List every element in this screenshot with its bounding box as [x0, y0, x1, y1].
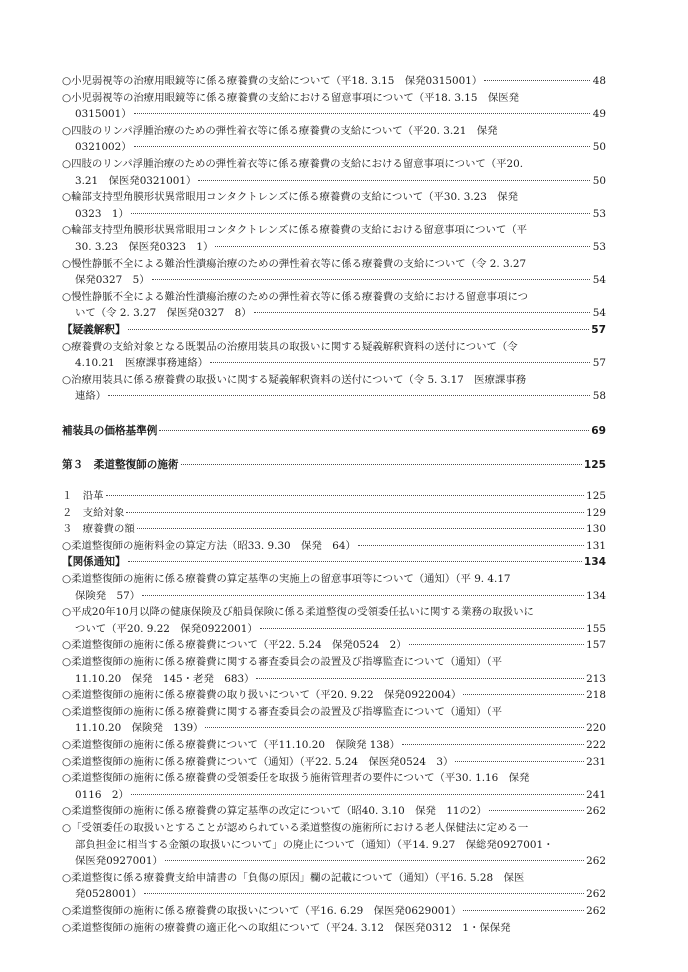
toc-entry-line — [62, 588, 606, 605]
toc-page-number: 48 — [592, 75, 606, 87]
toc-entry-line — [62, 886, 606, 903]
toc-entry-line — [62, 123, 606, 140]
toc-entry-line — [62, 571, 606, 588]
toc-entry-line — [62, 687, 606, 704]
toc-page-number: 54 — [592, 307, 606, 320]
dot-leader — [131, 794, 584, 795]
toc-entry-text: ○治療用装具に係る療養費の取扱いに関する疑義解釈資料の送付について（令 5. 3.17 医療課事務 — [62, 373, 527, 386]
toc-entry-line — [62, 90, 606, 107]
section-gap — [62, 474, 606, 488]
toc-entry-line — [62, 289, 606, 306]
toc-entry-line — [62, 754, 606, 771]
dot-leader — [256, 678, 584, 679]
toc-entry — [62, 687, 606, 704]
toc-entry — [62, 123, 606, 156]
toc-entry — [62, 256, 606, 289]
toc-entry-text: ○柔道整復師の施術に係る療養費の算定基準の実施上の留意事項等について（通知）（平 9. 4.17 — [62, 573, 511, 586]
toc-page-number: 155 — [586, 622, 606, 635]
toc-entry-text: 発0528001） — [75, 888, 143, 901]
toc-entry-line — [62, 538, 606, 555]
toc-entry-line — [62, 870, 606, 887]
toc-entry — [62, 339, 606, 372]
toc-entry — [62, 903, 606, 920]
toc-entry-line — [62, 388, 606, 405]
toc-entry-text: ○慢性静脈不全による難治性潰瘍治療のための弾性着衣等に係る療養費の支給について（令 2. 3.27 — [62, 257, 527, 270]
toc-entry-text: 0321002） — [75, 141, 132, 154]
toc-entry-text: 0315001） — [75, 108, 132, 121]
toc-page-number: 49 — [592, 108, 606, 121]
toc-entry-text: 補装具の価格基準例 — [62, 424, 158, 437]
toc-entry-text: ○柔道整復に係る療養費支給申請書の「負傷の原因」欄の記載について（通知）（平16. 5.28 保医 — [62, 871, 525, 884]
toc-entry-text: ○平成20年10月以降の健康保険及び船員保険に係る柔道整復の受領委任払いに関する業務の取扱いに — [62, 606, 534, 619]
table-of-contents — [62, 73, 606, 936]
toc-entry-text: ○柔道整復師の施術に係る療養費の受領委任を取扱う施術管理者の要件について（平30. 1.16 保発 — [62, 772, 530, 785]
toc-entry-text: 保険発 57） — [75, 589, 141, 602]
toc-entry-line — [62, 339, 606, 356]
dot-leader — [134, 146, 590, 147]
toc-page-number: 57 — [591, 323, 606, 336]
toc-entry — [62, 521, 606, 538]
toc-entry-line — [62, 720, 606, 737]
section-gap — [62, 439, 606, 457]
toc-entry-line — [62, 457, 606, 474]
toc-entry-line — [62, 604, 606, 621]
toc-entry-line — [62, 637, 606, 654]
toc-entry-line — [62, 305, 606, 322]
toc-entry-line — [62, 355, 606, 372]
toc-entry-text: ○柔道整復師の施術料金の算定方法（昭33. 9.30 保発 64） — [62, 539, 356, 552]
toc-page-number: 134 — [586, 589, 606, 602]
toc-page-number: 262 — [586, 888, 606, 901]
toc-entry-text: ○輪部支持型角膜形状異常眼用コンタクトレンズに係る療養費の支給における留意事項について（平 — [62, 224, 528, 237]
toc-entry-line — [62, 73, 606, 90]
toc-entry-line — [62, 206, 606, 223]
toc-entry-line — [62, 139, 606, 156]
toc-entry-text: 【関係通知】 — [62, 556, 126, 569]
toc-entry-line — [62, 521, 606, 538]
toc-page-number: 125 — [586, 490, 606, 503]
dot-leader — [484, 80, 590, 81]
toc-entry — [62, 538, 606, 555]
toc-entry-text: ○慢性静脈不全による難治性潰瘍治療のための弾性着衣等に係る療養費の支給における留意事項につ — [62, 290, 529, 303]
toc-section-heading — [62, 554, 606, 571]
toc-entry-line — [62, 256, 606, 273]
toc-entry — [62, 870, 606, 903]
toc-entry-text: 【疑義解釈】 — [62, 323, 126, 336]
toc-page-number: 231 — [586, 755, 606, 768]
toc-page-number: 131 — [586, 539, 606, 552]
toc-entry — [62, 156, 606, 189]
toc-entry-text: ○柔道整復師の施術に係る療養費について（平22. 5.24 保発0524 2） — [62, 639, 407, 652]
toc-entry — [62, 770, 606, 803]
toc-entry-text: 0116 2） — [75, 788, 129, 801]
toc-entry-line — [62, 189, 606, 206]
toc-entry-line — [62, 837, 606, 854]
toc-entry-text: ○柔道整復師の施術に係る療養費について（通知）（平22. 5.24 保医発0524 3） — [62, 755, 454, 768]
toc-entry-text: 11.10.20 保発 145・老発 683） — [75, 672, 255, 685]
toc-page-number: 50 — [592, 174, 606, 187]
toc-entry-text: ○四肢のリンパ浮腫治療のための弾性着衣等に係る療養費の支給における留意事項について（平20. — [62, 157, 524, 170]
dot-leader — [165, 860, 584, 861]
toc-entry-text: ○「受領委任の取扱いとすることが認められている柔道整復の施術所における老人保健法に定める一 — [62, 821, 529, 834]
toc-section-heading — [62, 322, 606, 339]
dot-leader — [463, 910, 584, 911]
toc-entry — [62, 820, 606, 870]
toc-entry-text: ３ 療養費の額 — [62, 523, 135, 536]
toc-entry — [62, 803, 606, 820]
dot-leader — [409, 644, 585, 645]
toc-entry-text: ついて（平20. 9.22 保発0922001） — [75, 622, 258, 635]
dot-leader — [106, 495, 585, 496]
dot-leader — [260, 628, 584, 629]
toc-section-heading — [62, 423, 606, 440]
toc-page-number: 241 — [586, 788, 606, 801]
toc-entry-text: 4.10.21 医療課事務連絡） — [75, 357, 209, 370]
toc-section-heading — [62, 457, 606, 474]
dot-leader — [205, 727, 584, 728]
toc-entry-line — [62, 173, 606, 190]
toc-entry — [62, 488, 606, 505]
toc-entry — [62, 289, 606, 322]
section-gap — [62, 405, 606, 423]
dot-leader — [137, 528, 584, 529]
toc-entry — [62, 189, 606, 222]
toc-entry — [62, 737, 606, 754]
toc-entry-line — [62, 554, 606, 571]
dot-leader — [126, 512, 584, 513]
toc-entry-line — [62, 903, 606, 920]
toc-entry-line — [62, 770, 606, 787]
toc-entry-text: 連絡） — [75, 390, 107, 403]
toc-page-number: 53 — [592, 240, 606, 253]
toc-entry-line — [62, 505, 606, 522]
dot-leader — [402, 744, 584, 745]
toc-page-number: 157 — [586, 639, 606, 652]
toc-entry-text: ○小児弱視等の治療用眼鏡等に係る療養費の支給について（平18. 3.15 保発0315001） — [62, 75, 483, 87]
dot-leader — [455, 761, 584, 762]
toc-entry-text: 第３ 柔道整復師の施術 — [62, 459, 179, 472]
toc-entry — [62, 604, 606, 637]
toc-entry-line — [62, 239, 606, 256]
dot-leader — [358, 545, 584, 546]
toc-page-number: 50 — [592, 141, 606, 154]
toc-entry-text: ○柔道整復師の施術に係る療養費の算定基準の改定について（昭40. 3.10 保発 11の2） — [62, 805, 487, 818]
toc-entry-text: ○柔道整復師の施術に係る療養費の取り扱いについて（平20. 9.22 保発0922004） — [62, 689, 462, 702]
toc-entry-line — [62, 803, 606, 820]
dot-leader — [210, 362, 590, 363]
toc-entry-line — [62, 272, 606, 289]
toc-entry-text: ○小児弱視等の治療用眼鏡等に係る療養費の支給における留意事項について（平18. 3.15 保医発 — [62, 91, 520, 104]
toc-entry-text: 部負担金に相当する金額の取扱いについて」の廃止について（通知）（平14. 9.27 保総発0927001・ — [75, 838, 554, 851]
toc-entry-text: ○輪部支持型角膜形状異常眼用コンタクトレンズに係る療養費の支給について（平30. 3.23 保発 — [62, 191, 519, 204]
dot-leader — [144, 893, 584, 894]
toc-page-number: 125 — [583, 459, 606, 472]
toc-entry — [62, 920, 606, 937]
toc-entry-line — [62, 222, 606, 239]
toc-entry — [62, 704, 606, 737]
dot-leader — [108, 395, 590, 396]
toc-entry-line — [62, 704, 606, 721]
toc-page-number: 58 — [592, 390, 606, 403]
toc-entry-text: 保発0327 5） — [75, 274, 150, 287]
toc-entry-text: １ 沿革 — [62, 490, 104, 503]
toc-entry-line — [62, 488, 606, 505]
toc-entry-text: ○柔道整復師の施術に係る療養費について（平11.10.20 保険発 138） — [62, 738, 401, 751]
toc-entry-text: ○柔道整復師の施術に係る療養費に関する審査委員会の設置及び指導監査について（通知）（平 — [62, 656, 503, 668]
dot-leader — [254, 312, 590, 313]
toc-page-number: 262 — [586, 855, 606, 868]
dot-leader — [134, 113, 590, 114]
toc-entry-text: ○柔道整復師の施術の療養費の適正化への取組について（平24. 3.12 保医発0312 1・保保発 — [62, 921, 511, 934]
toc-page-number: 262 — [586, 904, 606, 917]
dot-leader — [181, 464, 582, 465]
toc-page-number: 134 — [583, 556, 606, 569]
toc-entry — [62, 571, 606, 604]
toc-entry-text: 30. 3.23 保医発0323 1） — [75, 240, 214, 253]
toc-entry-line — [62, 920, 606, 937]
toc-entry-line — [62, 654, 606, 671]
toc-entry-text: ○柔道整復師の施術に係る療養費の取扱いについて（平16. 6.29 保医発0629001） — [62, 904, 462, 917]
dot-leader — [128, 329, 590, 330]
dot-leader — [142, 595, 584, 596]
toc-entry-text: 11.10.20 保険発 139） — [75, 722, 204, 735]
toc-entry-line — [62, 671, 606, 688]
toc-entry — [62, 90, 606, 123]
dot-leader — [215, 246, 590, 247]
toc-entry-line — [62, 853, 606, 870]
toc-entry — [62, 654, 606, 687]
dot-leader — [159, 430, 589, 431]
toc-entry-line — [62, 372, 606, 389]
toc-entry — [62, 637, 606, 654]
toc-entry — [62, 505, 606, 522]
toc-page-number: 213 — [586, 672, 606, 685]
toc-page-number: 262 — [586, 805, 606, 818]
toc-page-number: 129 — [586, 506, 606, 519]
dot-leader — [198, 180, 590, 181]
toc-entry-text: 0323 1） — [75, 207, 129, 220]
dot-leader — [489, 810, 584, 811]
toc-page-number: 222 — [586, 738, 606, 751]
toc-page-number: 54 — [592, 274, 606, 287]
dot-leader — [131, 213, 590, 214]
toc-entry — [62, 754, 606, 771]
toc-page-number: 220 — [586, 722, 606, 735]
toc-page-number: 69 — [591, 424, 606, 437]
toc-entry — [62, 73, 606, 90]
toc-entry-line — [62, 820, 606, 837]
toc-entry-text: ２ 支給対象 — [62, 506, 125, 519]
toc-entry-line — [62, 156, 606, 173]
toc-entry-line — [62, 787, 606, 804]
toc-entry-text: ○四肢のリンパ浮腫治療のための弾性着衣等に係る療養費の支給について（平20. 3.21 保発 — [62, 124, 498, 137]
toc-entry-text: いて（令 2. 3.27 保医発0327 8） — [75, 307, 252, 320]
toc-page-number: 130 — [586, 523, 606, 536]
toc-entry-line — [62, 322, 606, 339]
toc-entry — [62, 372, 606, 405]
toc-entry-line — [62, 106, 606, 123]
dot-leader — [128, 561, 582, 562]
toc-entry-text: 3.21 保医発0321001） — [75, 174, 197, 187]
toc-page-number: 53 — [592, 207, 606, 220]
toc-entry-text: 保医発0927001） — [75, 855, 163, 868]
toc-entry-line — [62, 423, 606, 440]
toc-entry-text: ○療養費の支給対象となる既製品の治療用装具の取扱いに関する疑義解釈資料の送付について（令 — [62, 340, 518, 353]
dot-leader — [152, 279, 590, 280]
dot-leader — [463, 694, 584, 695]
toc-entry — [62, 222, 606, 255]
toc-entry-text: ○柔道整復師の施術に係る療養費に関する審査委員会の設置及び指導監査について（通知）（平 — [62, 705, 503, 718]
toc-page-number: 218 — [586, 689, 606, 702]
toc-entry-line — [62, 737, 606, 754]
toc-entry-line — [62, 621, 606, 638]
toc-page-number: 57 — [592, 357, 606, 370]
